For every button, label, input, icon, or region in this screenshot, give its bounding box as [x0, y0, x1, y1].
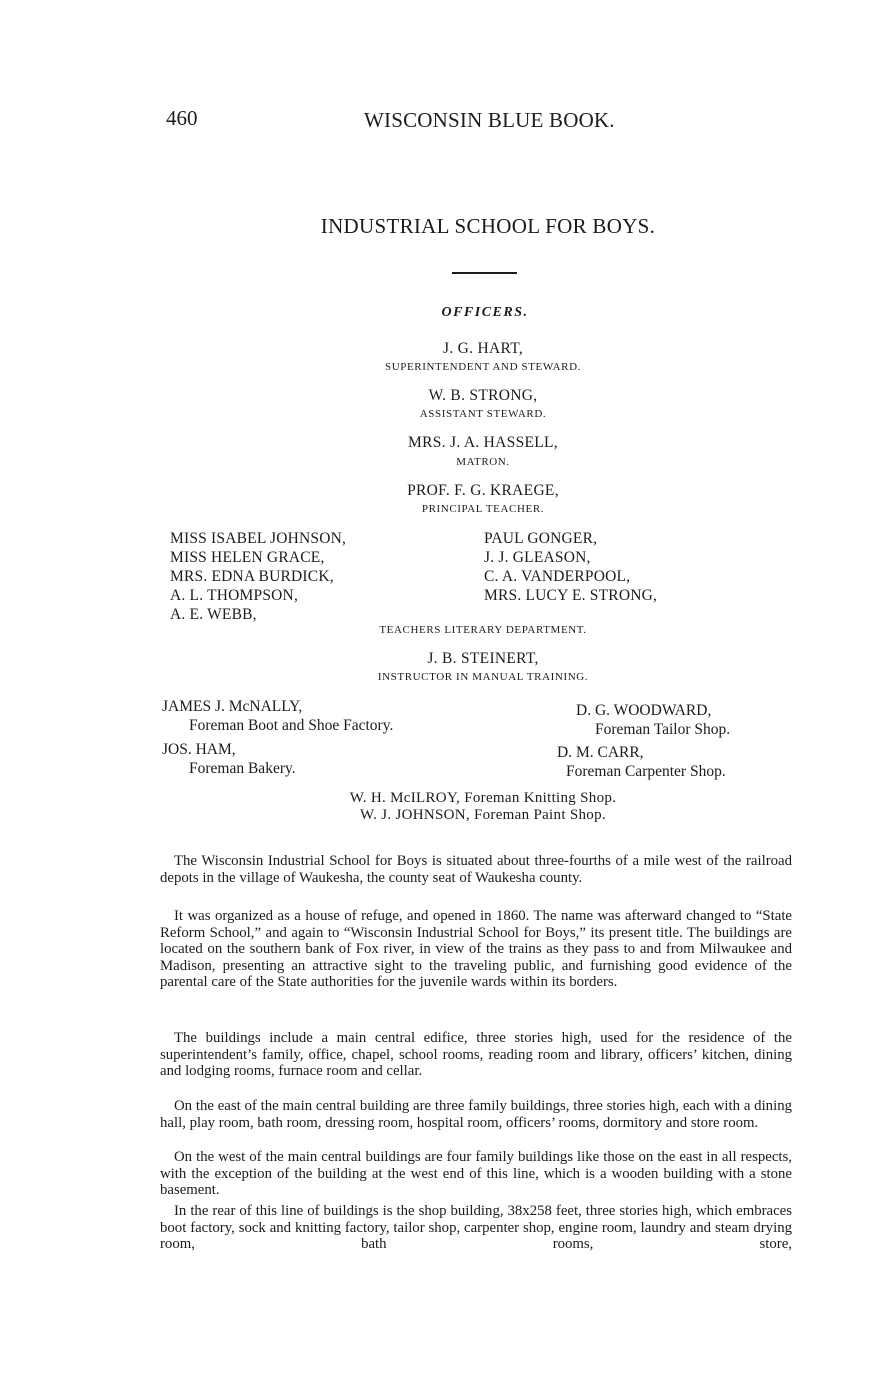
body-paragraph: The buildings include a main central edifice, three stories high, used for the residence of the superintendent’s family, office, chapel, school rooms, reading room and library, officers’ kitchen, dining and lodging rooms, furnace room and cellar. — [160, 1030, 792, 1079]
foreman-name: D. M. CARR, — [557, 744, 644, 761]
instructor-role: INSTRUCTOR IN MANUAL TRAINING. — [377, 671, 589, 683]
foreman-name: D. G. WOODWARD, — [576, 702, 712, 719]
officer-name: MRS. J. A. HASSELL, — [408, 434, 558, 451]
foreman-role: Foreman Carpenter Shop. — [566, 763, 726, 780]
body-paragraph: On the west of the main central buildings are four family buildings like those on the east in all respects, with the exception of the building at the west end of this line, which is a wooden building with a stone basement. — [160, 1149, 792, 1198]
foreman-role: Foreman Boot and Shoe Factory. — [189, 717, 394, 734]
officer-role: ASSISTANT STEWARD. — [419, 408, 547, 420]
foreman-entry — [576, 701, 730, 739]
foreman-role: Foreman Bakery. — [189, 760, 296, 777]
teacher-name: J. J. GLEASON, — [484, 549, 591, 566]
teacher-name: C. A. VANDERPOOL, — [484, 568, 631, 585]
teachers-right-column — [484, 529, 657, 605]
teacher-name: MISS ISABEL JOHNSON, — [170, 530, 347, 547]
foreman-entry — [162, 697, 393, 735]
foreman-name: JAMES J. McNALLY, — [162, 698, 303, 715]
foreman-name: JOS. HAM, — [162, 741, 236, 758]
teacher-name: A. E. WEBB, — [170, 606, 257, 623]
foreman-role: Foreman Tailor Shop. — [595, 721, 731, 738]
running-title: WISCONSIN BLUE BOOK. — [364, 108, 615, 132]
teacher-name: MISS HELEN GRACE, — [170, 549, 325, 566]
foreman-entry — [557, 743, 726, 781]
body-paragraph: On the east of the main central building are three family buildings, three stories high, each with a dining hall, play room, bath room, dressing room, hospital room, officers’ rooms, dormitory and store room. — [160, 1098, 792, 1131]
body-paragraph: The Wisconsin Industrial School for Boys is situated about three-fourths of a mile west of the railroad depots in the village of Waukesha, the county seat of Waukesha county. — [160, 853, 792, 886]
teacher-name: A. L. THOMPSON, — [170, 587, 299, 604]
body-paragraph: In the rear of this line of buildings is the shop building, 38x258 feet, three stories high, which embraces boot factory, sock and knitting factory, tailor shop, carpenter shop, engine room, laundry and steam drying room, bath rooms, store, — [160, 1203, 792, 1252]
officer-role: PRINCIPAL TEACHER. — [421, 503, 545, 515]
officer-role: SUPERINTENDENT AND STEWARD. — [385, 361, 581, 373]
title-rule — [452, 272, 517, 274]
officer-name: PROF. F. G. KRAEGE, — [407, 482, 559, 499]
teachers-left-column — [170, 529, 346, 624]
officer-role: MATRON. — [456, 456, 510, 468]
foreman-line: W. J. JOHNSON, Foreman Paint Shop. — [360, 807, 606, 823]
section-title: INDUSTRIAL SCHOOL FOR BOYS. — [320, 214, 656, 238]
teacher-name: MRS. EDNA BURDICK, — [170, 568, 334, 585]
teacher-name: MRS. LUCY E. STRONG, — [484, 587, 658, 604]
instructor-name: J. B. STEINERT, — [427, 650, 539, 667]
foreman-entry — [162, 740, 296, 778]
officer-name: W. B. STRONG, — [428, 387, 538, 404]
officers-heading: OFFICERS. — [441, 305, 529, 320]
teachers-caption: TEACHERS LITERARY DEPARTMENT. — [379, 624, 587, 636]
teacher-name: PAUL GONGER, — [484, 530, 598, 547]
body-paragraph: It was organized as a house of refuge, and opened in 1860. The name was afterward changed to “State Reform School,” and again to “Wisconsin Industrial School for Boys,” its present title. The buildings are located on the southern bank of Fox river, in view of the trains as they pass to and from Milwaukee and Madison, presenting an attractive sight to the traveling public, and furnishing good evidence of the parental care of the State authorities for the juvenile wards within its borders. — [160, 908, 792, 990]
page-number: 460 — [166, 106, 198, 130]
foreman-line: W. H. McILROY, Foreman Knitting Shop. — [349, 790, 617, 806]
officer-name: J. G. HART, — [442, 340, 523, 357]
